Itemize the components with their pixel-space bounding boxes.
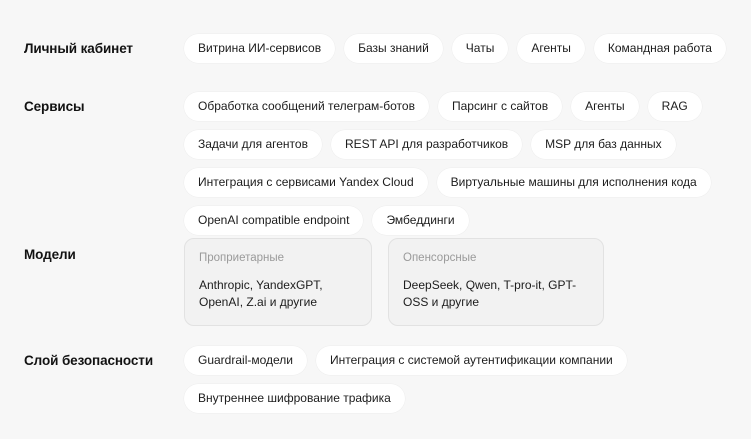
section-services [24,92,733,235]
chip-group-security [184,346,733,413]
section-personal-cabinet [24,34,727,63]
model-card-proprietary-list: Anthropic, YandexGPT, OpenAI, Z.ai и другие [199,278,323,309]
chip-embeddings[interactable]: Эмбеддинги [372,206,468,235]
section-models [24,238,733,326]
chip-code-execution-vms[interactable]: Виртуальные машины для исполнения кода [437,168,711,197]
chip-site-parsing[interactable]: Парсинг с сайтов [438,92,562,121]
chip-auth-system-integration[interactable]: Интеграция с системой аутентификации компании [316,346,627,375]
chip-agents[interactable]: Агенты [517,34,585,63]
model-card-opensource-label: Опенсорсные [403,252,477,264]
chip-telegram-bot-messages[interactable]: Обработка сообщений телеграм-ботов [184,92,429,121]
chip-internal-traffic-encryption[interactable]: Внутреннее шифрование трафика [184,384,405,413]
section-title-security-layer: Слой безопасности [24,353,154,368]
chip-team-work[interactable]: Командная работа [594,34,726,63]
chip-services-agents[interactable]: Агенты [571,92,639,121]
section-title-models: Модели [24,247,76,262]
chip-ai-services-showcase[interactable]: Витрина ИИ-сервисов [184,34,335,63]
chip-agent-tasks[interactable]: Задачи для агентов [184,130,322,159]
model-card-opensource-list: DeepSeek, Qwen, T-pro-it, GPT-OSS и другие [403,278,577,309]
model-card-proprietary[interactable] [184,238,372,326]
chip-group-personal-cabinet [184,34,726,63]
section-title-services: Сервисы [24,99,85,114]
chip-chats[interactable]: Чаты [452,34,509,63]
chip-knowledge-bases[interactable]: Базы знаний [344,34,443,63]
section-title-personal-cabinet: Личный кабинет [24,41,133,56]
model-card-group [184,238,604,326]
model-card-opensource[interactable] [388,238,604,326]
chip-rag[interactable]: RAG [648,92,702,121]
chip-openai-compatible-endpoint[interactable]: OpenAI compatible endpoint [184,206,363,235]
model-card-proprietary-label: Проприетарные [199,252,285,264]
chip-guardrail-models[interactable]: Guardrail-модели [184,346,307,375]
section-security-layer [24,346,733,413]
chip-yandex-cloud-integration[interactable]: Интеграция с сервисами Yandex Cloud [184,168,428,197]
chip-group-services [184,92,733,235]
chip-rest-api[interactable]: REST API для разработчиков [331,130,522,159]
chip-msp-databases[interactable]: MSP для баз данных [531,130,675,159]
